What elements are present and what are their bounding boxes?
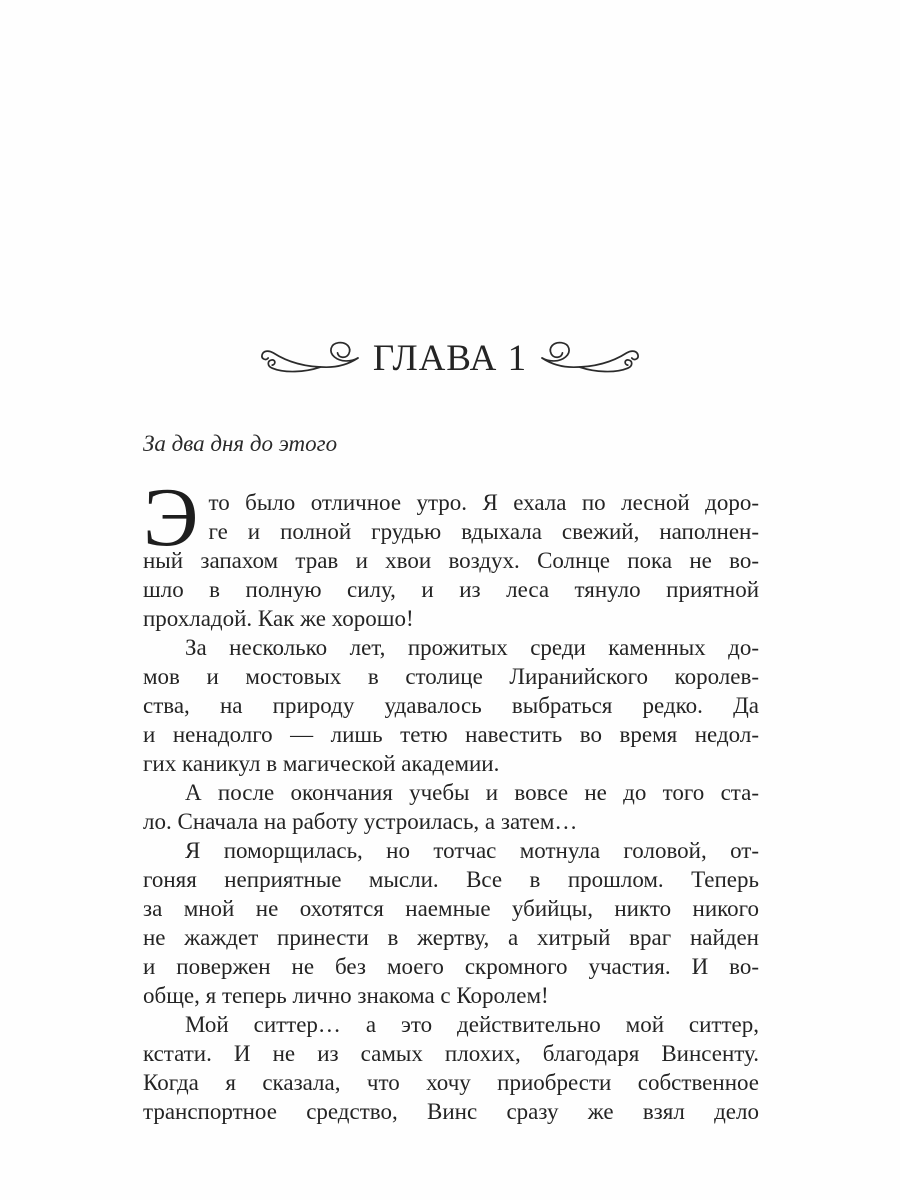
paragraph-4: [143, 836, 759, 1010]
chapter-heading: [0, 334, 900, 382]
body-text: [143, 471, 759, 1126]
text-line: прохладой. Как же хорошо!: [143, 606, 414, 631]
paragraph-5: [143, 1010, 759, 1126]
chapter-subtitle: За два дня до этого: [143, 431, 338, 456]
text-line: А после окончания учебы и вовсе не до того ста-: [185, 780, 759, 805]
flourish-right-ornament-icon: [539, 339, 641, 377]
text-line: ства, на природу удавалось выбраться редко. Да: [143, 693, 759, 718]
text-line: ге и полной грудью вдыхала свежий, наполнен-: [208, 519, 759, 544]
text-line: не жаждет принести в жертву, а хитрый враг найден: [143, 925, 759, 950]
dropcap-letter: Э: [143, 471, 199, 564]
text-line: ло. Сначала на работу устроилась, а затем…: [143, 809, 578, 834]
text-line: обще, я теперь лично знакома с Королем!: [143, 983, 549, 1008]
text-line: шло в полную силу, и из леса тянуло приятной: [143, 577, 759, 602]
text-line: За несколько лет, прожитых среди каменных до-: [185, 635, 759, 660]
text-line: Мой ситтер… а это действительно мой ситтер,: [185, 1012, 759, 1037]
text-line: Когда я сказала, что хочу приобрести собственное: [143, 1070, 759, 1095]
text-line: то было отличное утро. Я ехала по лесной доро-: [208, 490, 759, 515]
text-line: ный запахом трав и хвои воздух. Солнце пока не во-: [143, 548, 759, 573]
text-line: транспортное средство, Винс сразу же взял дело: [143, 1099, 759, 1124]
chapter-title: ГЛАВА 1: [372, 337, 528, 379]
text-line: и ненадолго — лишь тетю навестить во время недол-: [143, 722, 759, 747]
paragraph-2: [143, 633, 759, 778]
text-line: мов и мостовых в столице Лиранийского королев-: [143, 664, 759, 689]
text-line: за мной не охотятся наемные убийцы, никто никого: [143, 896, 759, 921]
flourish-left-ornament-icon: [259, 339, 361, 377]
paragraph-3: [143, 778, 759, 836]
text-line: и повержен не без моего скромного участия. И во-: [143, 954, 759, 979]
paragraph-1: [143, 471, 759, 633]
text-line: гоняя неприятные мысли. Все в прошлом. Теперь: [143, 867, 759, 892]
text-line: гих каникул в магической академии.: [143, 751, 500, 776]
text-line: Я поморщилась, но тотчас мотнула головой, от-: [185, 838, 759, 863]
text-line: кстати. И не из самых плохих, благодаря Винсенту.: [143, 1041, 759, 1066]
